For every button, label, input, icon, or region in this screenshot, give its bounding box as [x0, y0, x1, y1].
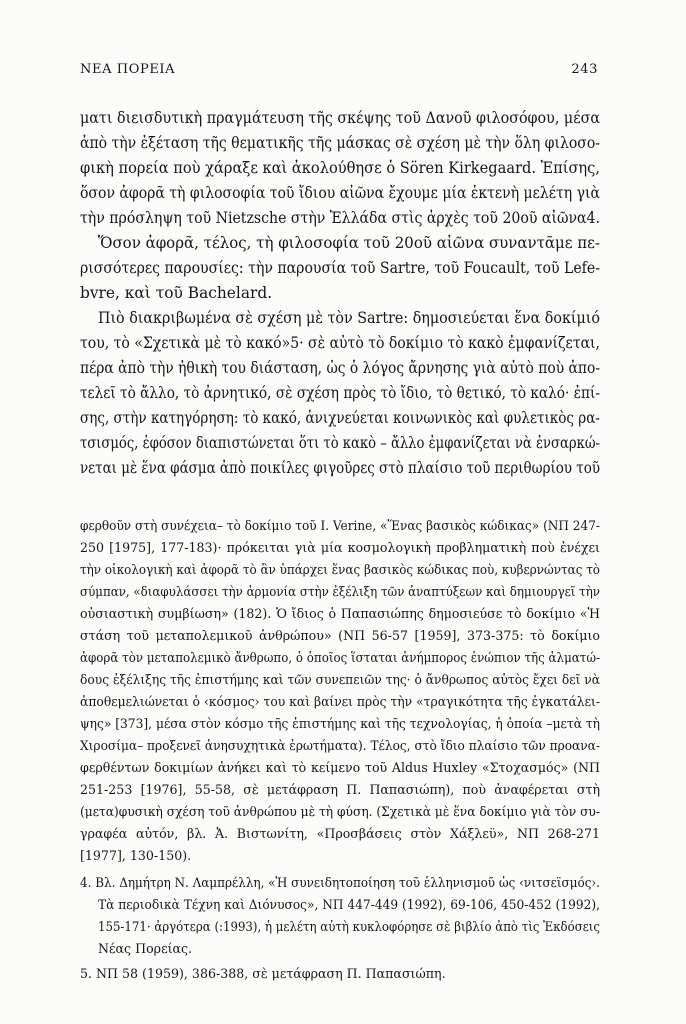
body-line: του, τὸ «Σχετικὰ μὲ τὸ κακό»5· σὲ αὐτὸ τὸ δοκίμιο τὸ κακὸ ἐμφανίζεται,	[80, 334, 600, 352]
body-line: πέρα ἀπὸ τὴν ἠθικὴ του διάσταση, ὡς ὁ λόγος ἄρνησης γιὰ αὐτὸ ποὺ ἀπο-	[80, 359, 600, 377]
body-line: τὴν πρόσληψη τοῦ Nietzsche στὴν Ἑλλάδα στὶς ἀρχὲς τοῦ 20οῦ αἰῶνα4.	[80, 209, 600, 227]
body-line: ἀπὸ τὴν ἐξέταση τῆς θεματικῆς τῆς μάσκας σὲ σχέση μὲ τὴν ὅλη φιλοσο-	[80, 134, 600, 152]
body-line: τσισμός, ἐφόσον διαπιστώνεται ὅτι τὸ κακὸ – ἄλλο ἐμφανίζεται νὰ ἐνσαρκώ-	[80, 434, 600, 452]
footnote-line: ἀφορᾶ τὸν μεταπολεμικὸ ἄνθρωπο, ὁ ὁποῖος ἵσταται ἀνήμπορος ἐνώπιον τῆς ἀλματώ-	[80, 650, 600, 665]
footnote-4-line: 155-171· ἀργότερα (:1993), ἡ μελέτη αὐτὴ κυκλοφόρησε σὲ βιβλίο ἀπὸ τὶς Ἐκδόσεις	[98, 919, 600, 934]
footnote-line: 250 [1975], 177-183)· πρόκειται γιὰ μία κοσμολογικὴ προβληματικὴ ποὺ ἐνέχει	[80, 540, 600, 555]
body-line: τελεῖ τὸ ἄλλο, τὸ ἀρνητικό, σὲ σχέση πρὸς τὸ ἴδιο, τὸ θετικό, τὸ καλό· ἐπί-	[80, 384, 600, 402]
body-line: bvre, καὶ τοῦ Bachelard.	[80, 284, 273, 302]
body-line: ὅσον ἀφορᾶ τὴ φιλοσοφία τοῦ ἴδιου αἰῶνα ἔχουμε μία ἐκτενὴ μελέτη γιὰ	[80, 184, 600, 202]
footnote-line: (μετα)φυσικὴ σχέση τοῦ ἀνθρώπου μὲ τὴ φύση. (Σχετικὰ μὲ ἕνα δοκίμιο γιὰ τὸν συ-	[80, 804, 600, 819]
footnote-line: 251-253 [1976], 55-58, σὲ μετάφραση Π. Παπασιώπη), ποὺ ἀναφέρεται στὴ	[80, 782, 600, 797]
footnote-4-line: 4. Βλ. Δημήτρη Ν. Λαμπρέλλη, «Ἡ συνειδητοποίηση τοῦ ἑλληνισμοῦ ὡς ‹νιτσεϊσμός›.	[80, 875, 600, 890]
footnote-4-line: Νέας Πορείας.	[98, 941, 193, 956]
body-line: νεται μὲ ἕνα φάσμα ἀπὸ ποικίλες φιγοῦρες στὸ πλαίσιο τοῦ περιθωρίου τοῦ	[80, 459, 600, 477]
body-line: φικὴ πορεία ποὺ χάραξε καὶ ἀκολούθησε ὁ Sören Kirkegaard. Ἐπίσης,	[80, 159, 600, 177]
journal-title: ΝΕΑ ΠΟΡΕΙΑ	[80, 62, 176, 77]
footnote-4-line: Τὰ περιοδικὰ Τέχνη καὶ Διόνυσος», ΝΠ 447-449 (1992), 69-106, 450-452 (1992),	[98, 897, 600, 912]
footnote-line: Χιροσίμα– προξενεῖ ἀνησυχητικὰ ἐρωτήματα). Τέλος, στὸ ἴδιο πλαίσιο τῶν προανα-	[80, 738, 600, 753]
footnote-line: ἀποθεμελιώνεται ὁ ‹κόσμος› του καὶ βαίνει πρὸς τὴν «τραγικότητα τῆς ἐγκατάλει-	[80, 694, 600, 709]
body-line: σης, στὴν κατηγόρηση: τὸ κακό, ἀνιχνεύεται κοινωνικὸς καὶ φυλετικὸς ρα-	[80, 409, 600, 427]
body-line: Πιὸ διακριβωμένα σὲ σχέση μὲ τὸν Sartre: δημοσιεύεται ἕνα δοκίμιό	[98, 309, 600, 327]
footnote-line: στάση τοῦ μεταπολεμικοῦ ἀνθρώπου» (ΝΠ 56-57 [1959], 373-375: τὸ δοκίμιο	[80, 628, 600, 643]
running-header	[80, 62, 598, 82]
body-line: Ὅσον ἀφορᾶ, τέλος, τὴ φιλοσοφία τοῦ 20οῦ αἰῶνα συναντᾶμε πε-	[98, 234, 600, 252]
page-number: 243	[571, 62, 598, 77]
footnote-line: [1977], 130-150).	[80, 848, 192, 863]
footnote-line: ψης» [373], μέσα στὸν κόσμο τῆς ἐπιστήμης καὶ τῆς τεχνολογίας, ἡ ὁποία –μετὰ τὴ	[80, 716, 600, 731]
footnote-line: οὐσιαστικὴ συμβίωση» (182). Ὁ ἴδιος ὁ Παπασιώπης δημοσιεύσε τὸ δοκίμιο «Ἡ	[80, 606, 600, 621]
body-line: ρισσότερες παρουσίες: τὴν παρουσία τοῦ Sartre, τοῦ Foucault, τοῦ Lefe-	[80, 259, 600, 277]
footnote-line: σύμπαν, «διαφυλάσσει τὴν ἁρμονία στὴν ἐξέλιξη τῶν ἀναπτύξεων καὶ δημιουργεῖ τὴν	[80, 584, 600, 599]
footnote-line: γραφέα αὐτόν, βλ. Ἀ. Βιστωνίτη, «Προσβάσεις στὸν Χάξλεϋ», ΝΠ 268-271	[80, 826, 600, 841]
footnote-line: φερθέντων δοκιμίων ἀνήκει καὶ τὸ κείμενο τοῦ Aldus Huxley «Στοχασμός» (ΝΠ	[80, 760, 600, 775]
footnote-5-line: 5. ΝΠ 58 (1959), 386-388, σὲ μετάφραση Π. Παπασιώπη.	[80, 966, 446, 981]
body-line: ματι διεισδυτικὴ πραγμάτευση τῆς σκέψης τοῦ Δανοῦ φιλοσόφου, μέσα	[80, 109, 600, 127]
footnote-line: δους ἐξέλιξης τῆς ἐπιστήμης καὶ τῶν συνεπειῶν της· ὁ ἄνθρωπος αὐτὸς ἔχει δεῖ νὰ	[80, 672, 600, 687]
footnote-line: τὴν οἰκολογικὴ καὶ ἀφορᾶ τὸ ἂν ὑπάρχει ἕνας βασικὸς κώδικας ποὺ, κυβερνώντας τὸ	[80, 562, 600, 577]
footnote-line: φερθοῦν στὴ συνέχεια– τὸ δοκίμιο τοῦ I. Verine, «Ἕνας βασικὸς κώδικας» (ΝΠ 247-	[80, 518, 600, 533]
